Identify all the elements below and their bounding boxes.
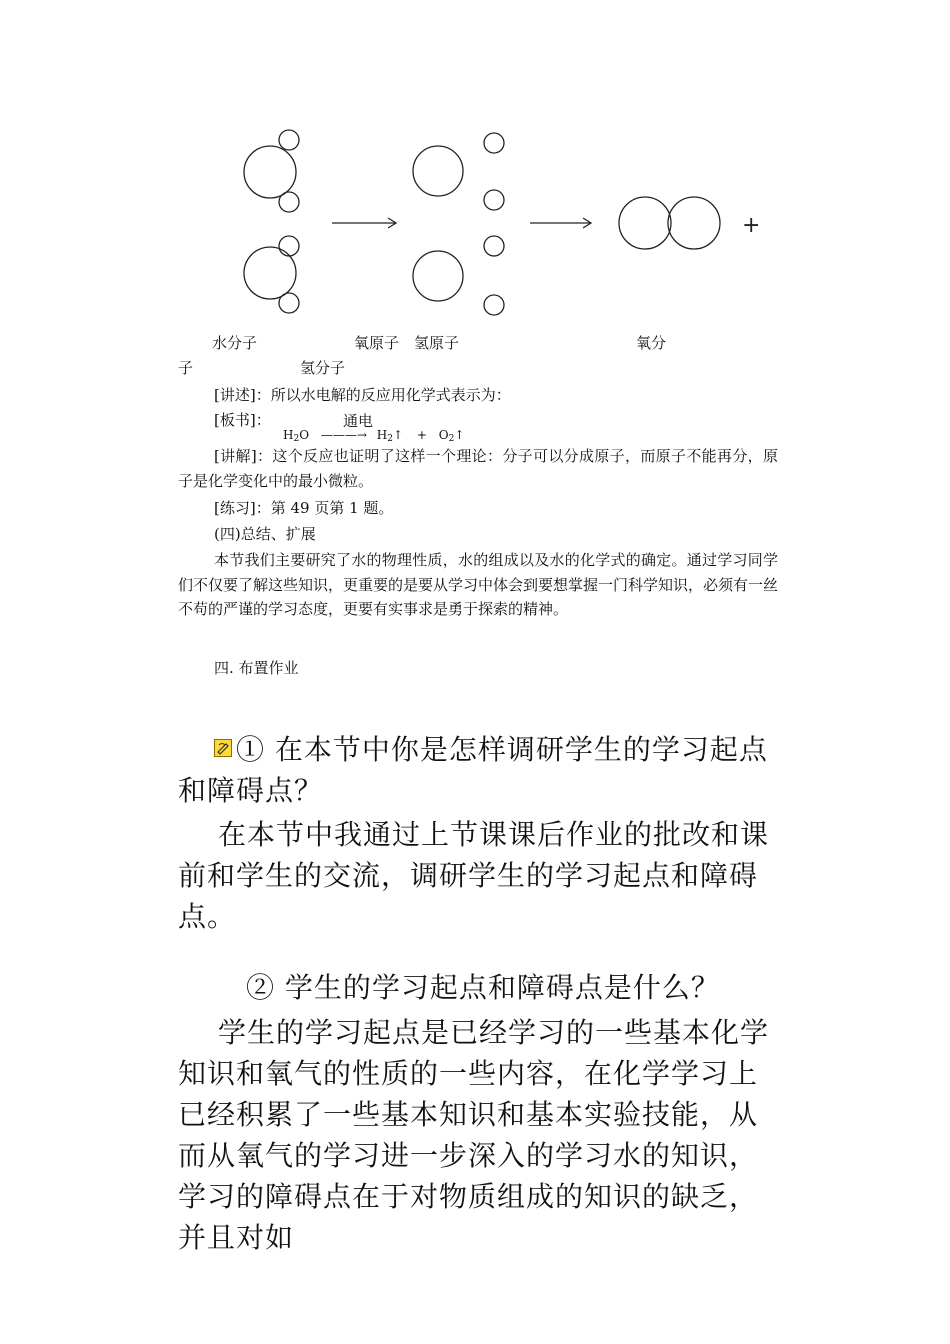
label-oxygen-molecule-tail: 子 xyxy=(178,359,194,377)
water-oxygen-atom xyxy=(244,247,296,299)
section-heading: (四)总结、扩展 xyxy=(214,525,316,543)
eq-product-oxygen-sub: 2 xyxy=(448,434,455,444)
eq-reactant: H xyxy=(283,428,294,442)
label-hydrogen-molecule: 氢分子 xyxy=(300,359,346,377)
board-label: [板书]： xyxy=(214,411,271,429)
water-hydrogen-atom xyxy=(279,293,299,313)
reaction-condition: 通电 xyxy=(343,412,374,430)
electrolysis-diagram xyxy=(200,120,780,320)
label-oxygen-atom: 氧原子 xyxy=(354,334,400,352)
label-hydrogen-atom: 氢原子 xyxy=(414,334,460,352)
practice-line: [练习]：第 49 页第 1 题。 xyxy=(214,499,394,517)
question-1-text: ① 在本节中你是怎样调研学生的学习起点和障碍点？ xyxy=(178,733,768,807)
answer-1: 在本节中我通过上节课课后作业的批改和课前和学生的交流，调研学生的学习起点和障碍点。 xyxy=(178,818,770,933)
chemical-equation xyxy=(283,428,464,444)
explain-paragraph: [讲解]：这个反应也证明了这样一个理论：分子可以分成原子，而原子不能再分，原子是化学变化中的最小微粒。 xyxy=(178,447,778,490)
hydrogen-atom xyxy=(484,190,504,210)
narrate-line: [讲述]：所以水电解的反应用化学式表示为： xyxy=(214,386,511,404)
water-oxygen-atom xyxy=(244,146,296,198)
summary-paragraph: 本节我们主要研究了水的物理性质，水的组成以及水的化学式的确定。通过学习同学们不仅要了解这些知识，更重要的是要从学习中体会到要想掌握一门科学知识，必须有一丝不苟的严谨的学习态度，更要有实事求是勇于探索的精神。 xyxy=(178,551,779,618)
oxygen-atom xyxy=(413,146,463,196)
eq-product-oxygen: O xyxy=(438,428,449,442)
water-hydrogen-atom xyxy=(279,192,299,212)
eq-arrow: ———→ xyxy=(320,428,367,442)
water-hydrogen-atom xyxy=(279,236,299,256)
eq-reactant-tail: O xyxy=(299,428,310,442)
eq-plus: + xyxy=(416,428,427,442)
oxygen-molecule-atom xyxy=(619,197,671,249)
hydrogen-atom xyxy=(484,133,504,153)
oxygen-atom xyxy=(413,251,463,301)
plus-sign: + xyxy=(742,213,761,238)
eq-gas-mark: ↑ xyxy=(454,428,465,442)
hydrogen-atom xyxy=(484,236,504,256)
answer-2: 学生的学习起点是已经学习的一些基本化学知识和氧气的性质的一些内容，在化学学习上已经积累了一些基本知识和基本实验技能，从而从氧气的学习进一步深入的学习水的知识，学习的障碍点在于对物质组成的知识的缺乏，并且对如 xyxy=(178,1016,770,1254)
label-water-molecule: 水分子 xyxy=(212,334,258,352)
question-2: ② 学生的学习起点和障碍点是什么？ xyxy=(246,971,720,1004)
question-1 xyxy=(178,729,778,811)
water-hydrogen-atom xyxy=(279,130,299,150)
label-oxygen-molecule: 氧分 xyxy=(636,334,667,352)
eq-product-hydrogen-sub: 2 xyxy=(387,434,393,444)
homework-heading: 四. 布置作业 xyxy=(214,659,299,677)
oxygen-molecule-atom xyxy=(668,197,720,249)
eq-product-hydrogen: H xyxy=(376,428,388,442)
hydrogen-atom xyxy=(484,295,504,315)
eq-gas-mark: ↑ xyxy=(392,428,404,442)
note-icon[interactable] xyxy=(214,739,232,757)
eq-reactant-sub: 2 xyxy=(293,434,300,444)
